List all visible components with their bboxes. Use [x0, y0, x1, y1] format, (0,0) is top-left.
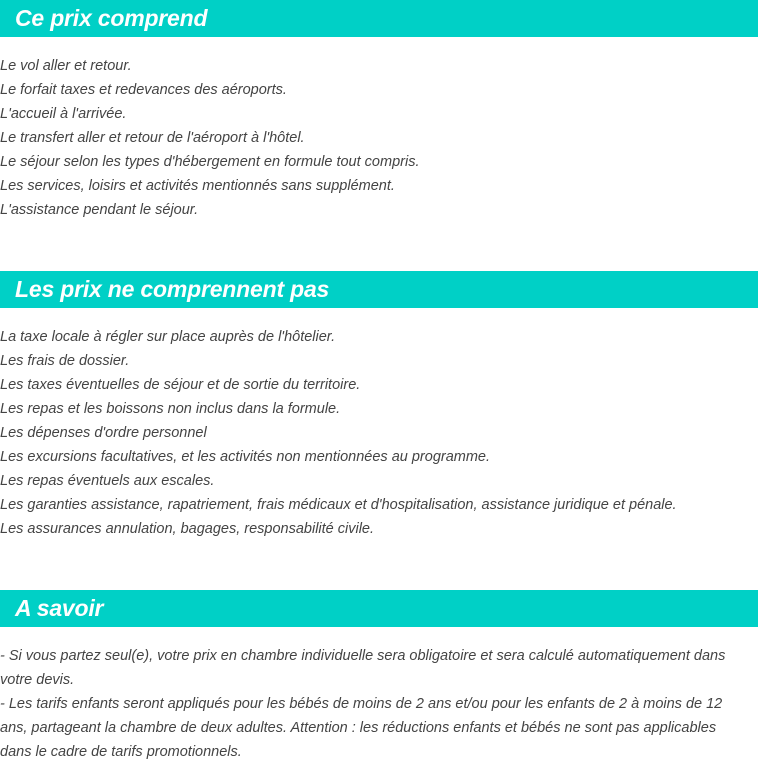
section-price-includes: [0, 0, 758, 222]
info-paragraph-single-traveler: - Si vous partez seul(e), votre prix en chambre individuelle sera obligatoire et sera calculé automatiquement dans votre devis.: [0, 648, 726, 688]
includes-list: [0, 54, 758, 222]
list-item: Les excursions facultatives, et les activités non mentionnées au programme.: [0, 449, 491, 465]
list-item: Le forfait taxes et redevances des aéroports.: [0, 82, 287, 98]
section-good-to-know: [0, 590, 758, 764]
list-item: La taxe locale à régler sur place auprès de l'hôtelier.: [0, 329, 336, 345]
list-item: Le séjour selon les types d'hébergement en formule tout compris.: [0, 154, 420, 170]
section-header-includes: [0, 0, 758, 37]
info-paragraph-child-rates: - Les tarifs enfants seront appliqués pour les bébés de moins de 2 ans et/ou pour les enfants de 2 à moins de 12 ans, partageant la chambre de deux adultes. Attention : les réductions enfants et bébés ne sont pas applicables dans le cadre de tarifs promotionnels.: [0, 696, 723, 760]
list-item: Les services, loisirs et activités mentionnés sans supplément.: [0, 178, 395, 194]
list-item: Le vol aller et retour.: [0, 58, 132, 74]
section-title-info: A savoir: [15, 595, 104, 621]
info-body: [0, 644, 758, 764]
section-header-excludes: [0, 271, 758, 308]
list-item: Les assurances annulation, bagages, responsabilité civile.: [0, 521, 375, 537]
list-item: Les repas et les boissons non inclus dans la formule.: [0, 401, 341, 417]
list-item: Les dépenses d'ordre personnel: [0, 425, 207, 441]
list-item: Les taxes éventuelles de séjour et de sortie du territoire.: [0, 377, 361, 393]
list-item: L'assistance pendant le séjour.: [0, 202, 199, 218]
list-item: Les repas éventuels aux escales.: [0, 473, 215, 489]
list-item: Les garanties assistance, rapatriement, frais médicaux et d'hospitalisation, assistance juridique et pénale.: [0, 497, 677, 513]
list-item: Les frais de dossier.: [0, 353, 130, 369]
list-item: L'accueil à l'arrivée.: [0, 106, 127, 122]
section-title-includes: Ce prix comprend: [15, 5, 208, 31]
section-price-excludes: [0, 271, 758, 541]
list-item: Le transfert aller et retour de l'aéroport à l'hôtel.: [0, 130, 305, 146]
excludes-list: [0, 325, 758, 541]
section-header-info: [0, 590, 758, 627]
section-title-excludes: Les prix ne comprennent pas: [15, 276, 330, 302]
